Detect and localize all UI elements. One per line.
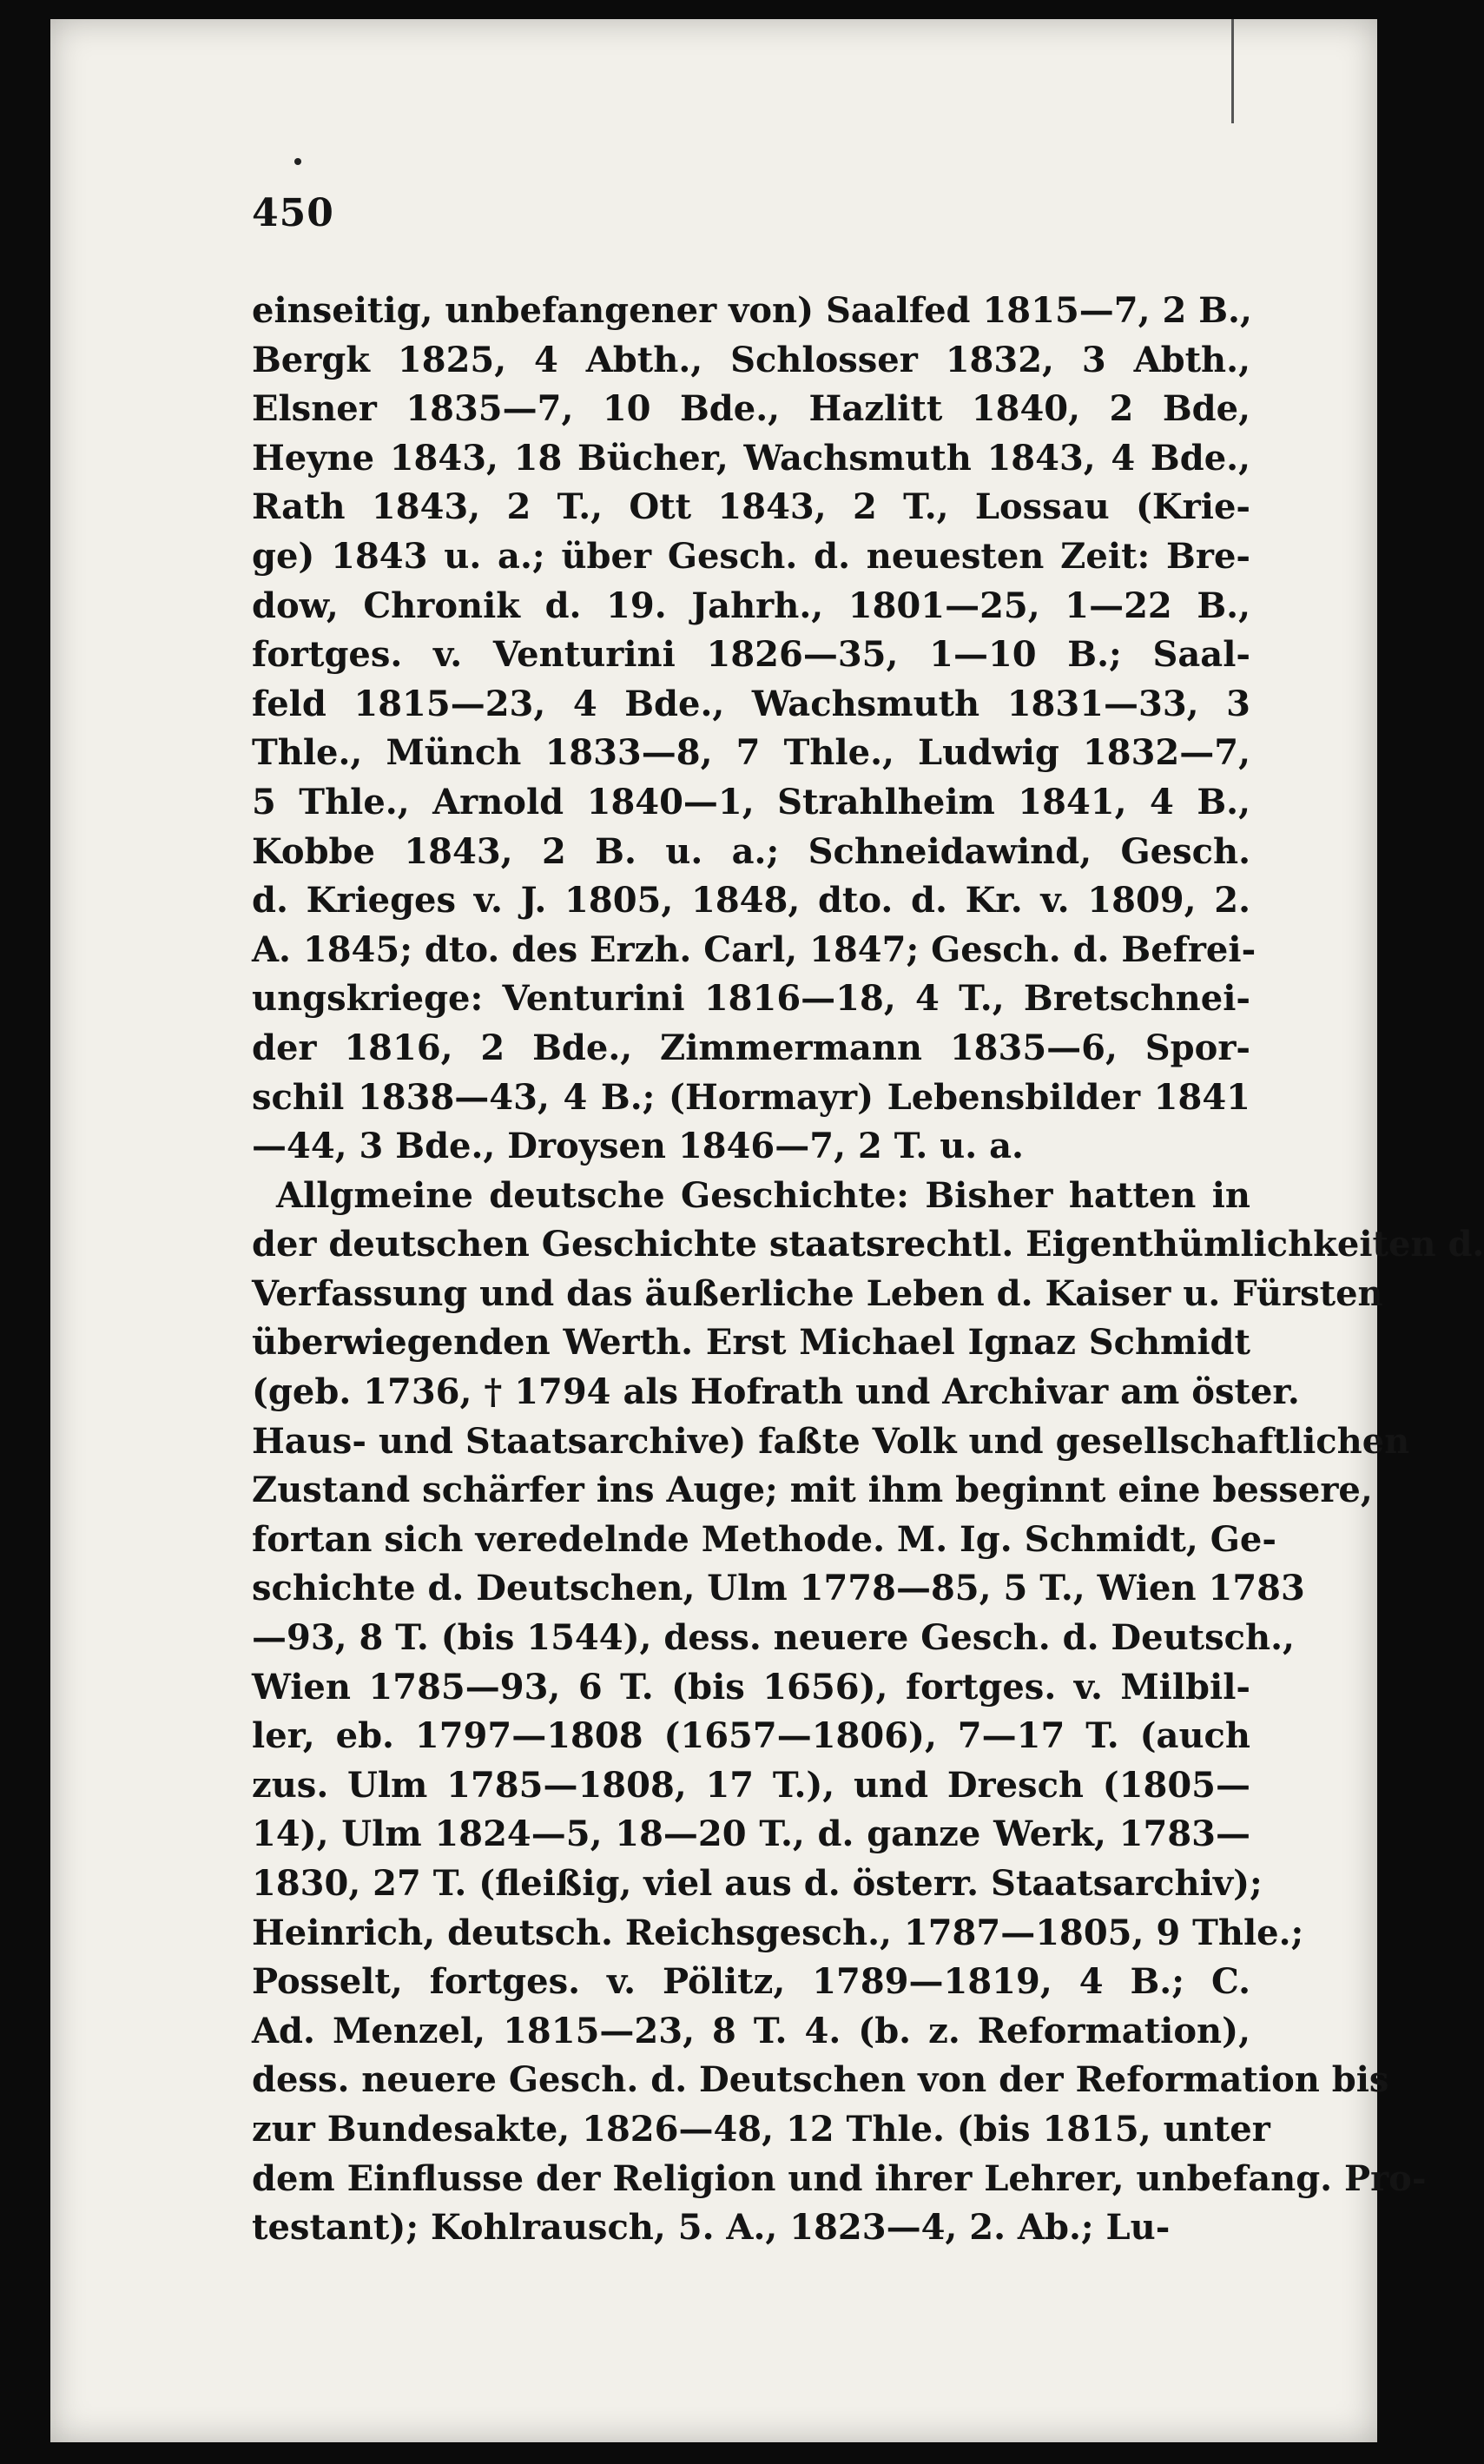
text-line: Zustand schärfer ins Auge; mit ihm beginnt eine bessere, xyxy=(252,1470,1373,1511)
page-number: 450 xyxy=(252,191,334,235)
text-line: 5 Thle., Arnold 1840—1, Strahlheim 1841, 4 B., xyxy=(252,781,1250,822)
text-line: Heinrich, deutsch. Reichsgesch., 1787—1805, 9 Thle.; xyxy=(252,1912,1304,1953)
ink-dot xyxy=(294,158,301,165)
text-line: Heyne 1843, 18 Bücher, Wachsmuth 1843, 4 Bde., xyxy=(252,437,1250,479)
text-line: ungskriege: Venturini 1816—18, 4 T., Bretschnei- xyxy=(252,978,1250,1020)
text-line: ge) 1843 u. a.; über Gesch. d. neuesten Zeit: Bre- xyxy=(252,535,1250,577)
text-line: —93, 8 T. (bis 1544), dess. neuere Gesch. d. Deutsch., xyxy=(252,1617,1295,1659)
text-line: einseitig, unbefangener von) Saalfed 1815—7, 2 B., xyxy=(252,290,1252,331)
text-line: der 1816, 2 Bde., Zimmermann 1835—6, Spor- xyxy=(252,1027,1250,1068)
text-line: dem Einflusse der Religion und ihrer Lehrer, unbefang. Pro- xyxy=(252,2157,1427,2199)
text-line: testant); Kohlrausch, 5. A., 1823—4, 2. Ab.; Lu- xyxy=(252,2207,1171,2249)
text-line: Allgmeine deutsche Geschichte: Bisher hatten in xyxy=(276,1174,1250,1216)
text-line: zus. Ulm 1785—1808, 17 T.), und Dresch (1805— xyxy=(252,1764,1250,1806)
text-line: Thle., Münch 1833—8, 7 Thle., Ludwig 1832—7, xyxy=(252,732,1250,774)
text-line: fortges. v. Venturini 1826—35, 1—10 B.; Saal- xyxy=(252,634,1250,676)
text-line: —44, 3 Bde., Droysen 1846—7, 2 T. u. a. xyxy=(252,1126,1024,1167)
text-line: fortan sich veredelnde Methode. M. Ig. Schmidt, Ge- xyxy=(252,1518,1276,1560)
text-line: feld 1815—23, 4 Bde., Wachsmuth 1831—33, 3 xyxy=(252,683,1250,724)
text-line: Wien 1785—93, 6 T. (bis 1656), fortges. v. Milbil- xyxy=(252,1666,1250,1708)
text-line: Rath 1843, 2 T., Ott 1843, 2 T., Lossau (Krie- xyxy=(252,486,1250,528)
text-line: Kobbe 1843, 2 B. u. a.; Schneidawind, Gesch. xyxy=(252,830,1250,872)
text-line: Elsner 1835—7, 10 Bde., Hazlitt 1840, 2 Bde, xyxy=(252,388,1250,430)
text-line: 14), Ulm 1824—5, 18—20 T., d. ganze Werk, 1783— xyxy=(252,1813,1250,1855)
text-line: schil 1838—43, 4 B.; (Hormayr) Lebensbilder 1841 xyxy=(252,1076,1250,1118)
text-line: Haus- und Staatsarchive) faßte Volk und gesellschaftlichen xyxy=(252,1420,1410,1462)
text-line: Verfassung und das äußerliche Leben d. Kaiser u. Fürsten xyxy=(252,1272,1383,1314)
text-line: Posselt, fortges. v. Pölitz, 1789—1819, 4 B.; C. xyxy=(252,1961,1250,2003)
text-line: dow, Chronik d. 19. Jahrh., 1801—25, 1—22 B., xyxy=(252,585,1250,626)
text-line: Ad. Menzel, 1815—23, 8 T. 4. (b. z. Reformation), xyxy=(252,2010,1250,2051)
text-line: (geb. 1736, † 1794 als Hofrath und Archivar am öster. xyxy=(252,1371,1300,1413)
page-edge-mark xyxy=(1231,19,1234,123)
body-text xyxy=(252,287,1484,2253)
text-line: der deutschen Geschichte staatsrechtl. Eigenthümlichkeiten d. xyxy=(252,1224,1484,1265)
text-line: Bergk 1825, 4 Abth., Schlosser 1832, 3 Abth., xyxy=(252,339,1250,380)
text-line: zur Bundesakte, 1826—48, 12 Thle. (bis 1815, unter xyxy=(252,2108,1270,2150)
text-line: 1830, 27 T. (fleißig, viel aus d. österr. Staatsarchiv); xyxy=(252,1863,1263,1904)
text-line: ler, eb. 1797—1808 (1657—1806), 7—17 T. (auch xyxy=(252,1715,1250,1757)
text-line: d. Krieges v. J. 1805, 1848, dto. d. Kr. v. 1809, 2. xyxy=(252,880,1250,922)
text-line: schichte d. Deutschen, Ulm 1778—85, 5 T., Wien 1783 xyxy=(252,1568,1305,1609)
text-line: überwiegenden Werth. Erst Michael Ignaz Schmidt xyxy=(252,1322,1250,1364)
text-line: dess. neuere Gesch. d. Deutschen von der Reformation bis xyxy=(252,2059,1389,2101)
text-line: A. 1845; dto. des Erzh. Carl, 1847; Gesch. d. Befrei- xyxy=(252,928,1256,970)
